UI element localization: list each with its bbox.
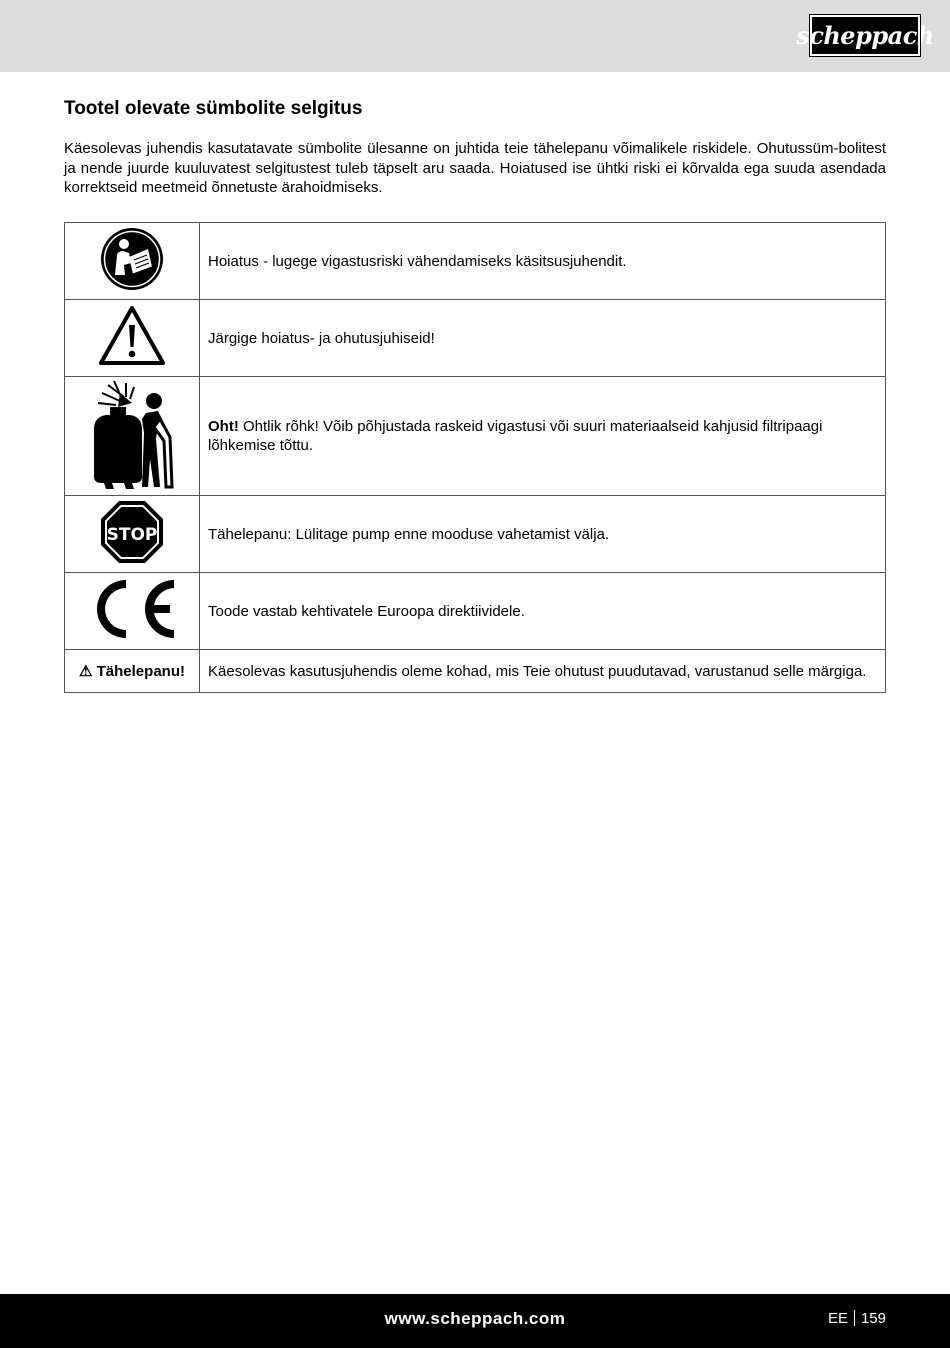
stop-sign-icon xyxy=(99,499,165,565)
symbol-description: Hoiatus - lugege vigastusriski vähendamiseks käsitsusjuhendit. xyxy=(200,223,886,300)
footer-bar xyxy=(0,1294,950,1348)
page-indicator xyxy=(828,1310,886,1327)
separator xyxy=(854,1310,855,1326)
icon-cell xyxy=(65,223,200,300)
table-row xyxy=(65,300,886,377)
table-row xyxy=(65,223,886,300)
icon-cell xyxy=(65,573,200,650)
intro-paragraph: Käesolevas juhendis kasutatavate sümbolite ülesanne on juhtida teie tähelepanu võimalikele riskidele. Ohutussüm-bolitest ja nende juurde kuuluvatest selgitustest tuleb täpselt aru saada. Hoiatused ise ühtki riski ei kõrvalda ega suuda asendada korrektseid meetmeid õnnetuste ärahoidmiseks. xyxy=(64,140,886,196)
read-manual-icon xyxy=(100,227,164,291)
symbol-description: Käesolevas kasutusjuhendis oleme kohad, mis Teie ohutust puudutavad, varustanud selle märgiga. xyxy=(200,650,886,693)
warning-notice-label: ⚠ Tähelepanu! xyxy=(79,662,185,680)
table-row xyxy=(65,377,886,496)
ce-mark-icon xyxy=(86,576,178,642)
icon-cell xyxy=(65,650,200,693)
svg-text:STOP: STOP xyxy=(106,524,158,545)
icon-cell xyxy=(65,300,200,377)
icon-cell xyxy=(65,496,200,573)
symbol-description: Tähelepanu: Lülitage pump enne mooduse vahetamist välja. xyxy=(200,496,886,573)
symbol-description: Toode vastab kehtivatele Euroopa direktiividele. xyxy=(200,573,886,650)
pressure-hazard-icon xyxy=(84,379,180,489)
page-title: Tootel olevate sümbolite selgitus xyxy=(64,98,363,119)
table-row xyxy=(65,573,886,650)
warning-triangle-icon xyxy=(98,305,166,367)
symbols-table xyxy=(64,222,886,693)
symbol-description: Oht! Ohtlik rõhk! Võib põhjustada raskeid vigastusi või suuri materiaalseid kahjusid filtripaagi lõhkemise tõttu. xyxy=(200,377,886,496)
icon-cell xyxy=(65,377,200,496)
table-row xyxy=(65,650,886,693)
table-row xyxy=(65,496,886,573)
brand-logo: scheppach xyxy=(810,15,920,56)
website-link[interactable]: www.scheppach.com xyxy=(384,1309,566,1328)
page-number: 159 xyxy=(860,1310,886,1327)
language-code: EE xyxy=(827,1310,848,1327)
symbol-description: Järgige hoiatus- ja ohutusjuhiseid! xyxy=(200,300,886,377)
